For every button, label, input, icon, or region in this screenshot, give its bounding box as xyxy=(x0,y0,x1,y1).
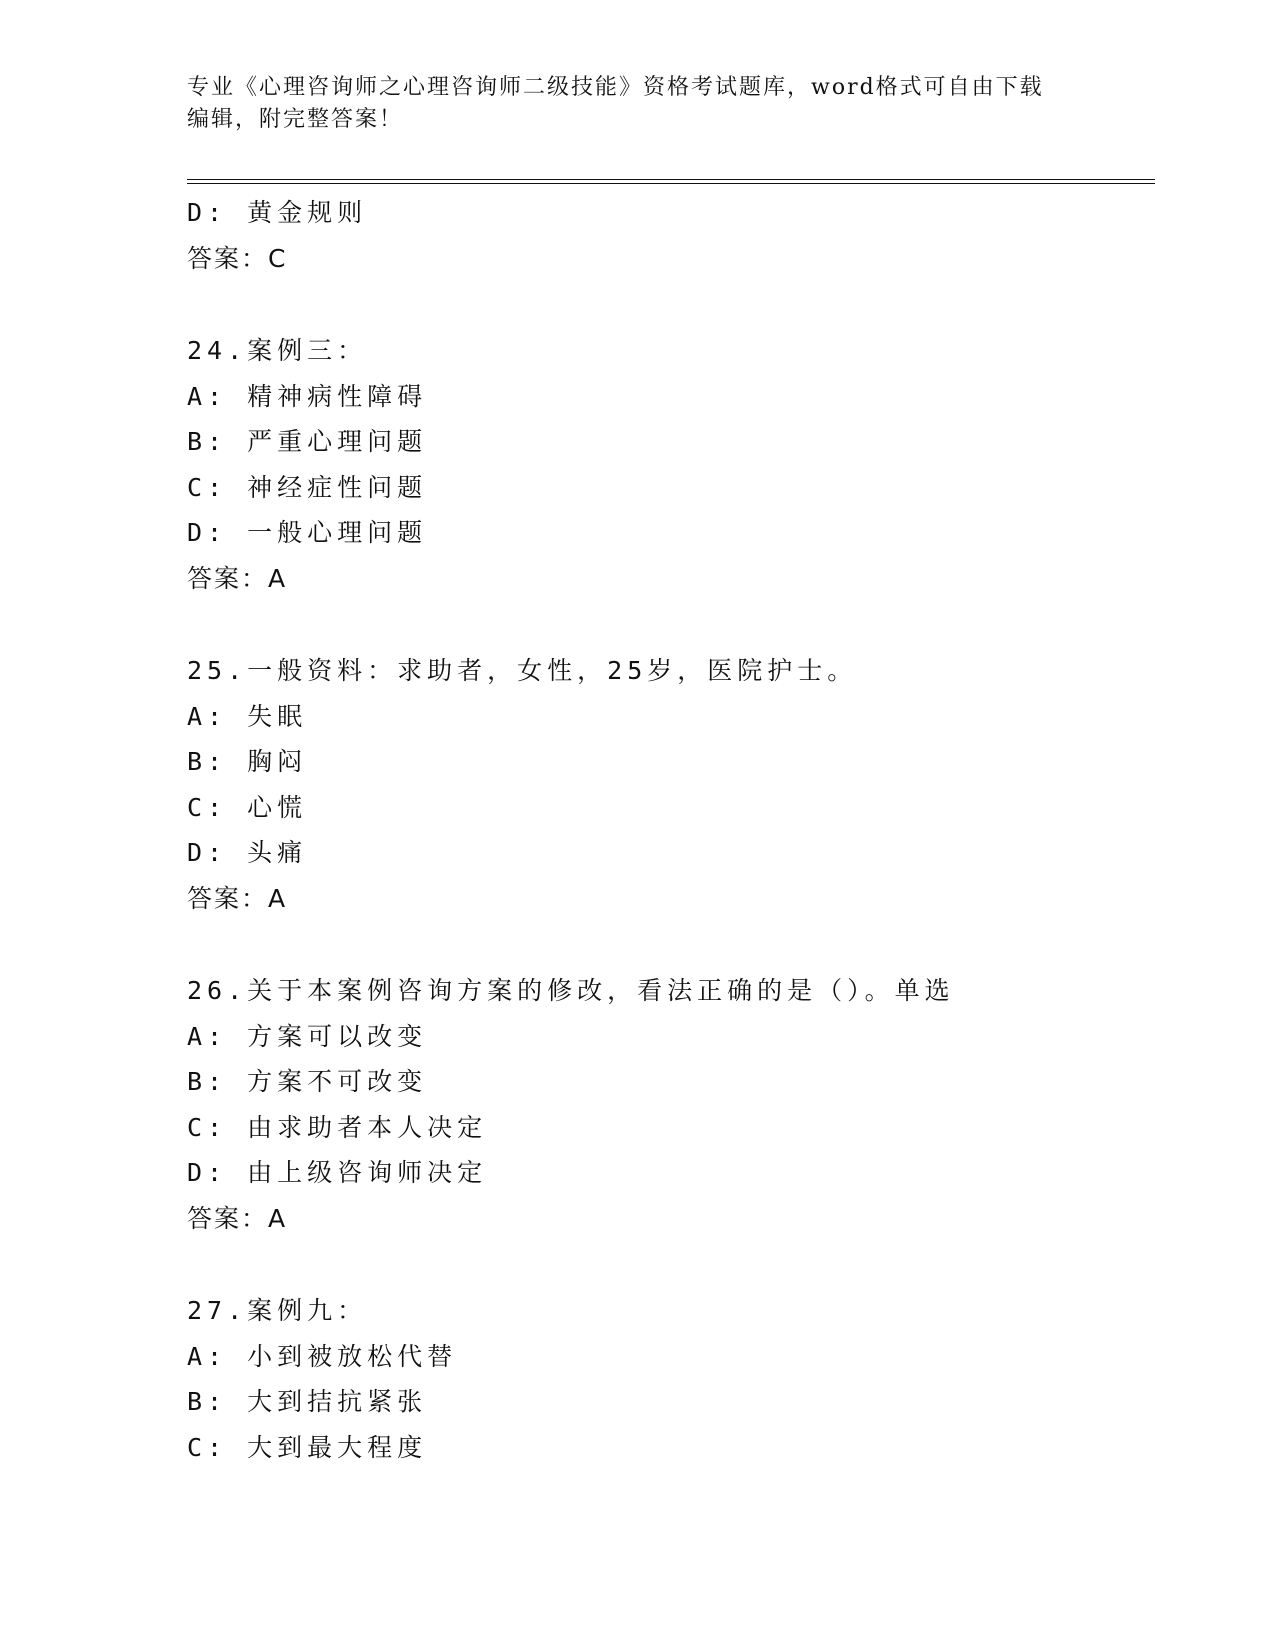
option-b: B: 方案不可改变 xyxy=(187,1067,428,1096)
header-rule-bottom xyxy=(187,183,1155,184)
header-rule-top xyxy=(187,179,1155,180)
answer-line: 答案：C xyxy=(187,243,288,273)
answer-line: 答案：A xyxy=(187,563,288,593)
option-c: C: 心慌 xyxy=(187,792,308,822)
answer-line: 答案：A xyxy=(187,883,288,913)
question-list xyxy=(187,190,1147,1470)
option-c: C: 大到最大程度 xyxy=(187,1432,428,1462)
question-stem: 24.案例三： xyxy=(187,336,368,365)
answer-line: 答案：A xyxy=(187,1203,288,1233)
option-b: B: 胸闷 xyxy=(187,747,308,776)
option-a: A: 失眠 xyxy=(187,701,308,731)
header-line-2: 编辑，附完整答案！ xyxy=(187,107,404,132)
option-d: D: 一般心理问题 xyxy=(187,518,428,547)
document-header xyxy=(187,72,1087,136)
option-b: B: 严重心理问题 xyxy=(187,427,428,456)
header-line-1: 专业《心理咨询师之心理咨询师二级技能》资格考试题库，word格式可自由下载 xyxy=(187,75,1044,100)
option-a: A: 方案可以改变 xyxy=(187,1021,428,1051)
option-c: C: 由求助者本人决定 xyxy=(187,1112,488,1142)
option-c: C: 神经症性问题 xyxy=(187,472,428,502)
question-stem: 27.案例九： xyxy=(187,1296,368,1325)
option-a: A: 精神病性障碍 xyxy=(187,381,428,411)
option-d: D: 由上级咨询师决定 xyxy=(187,1158,488,1187)
option-d: D: 黄金规则 xyxy=(187,198,368,227)
option-b: B: 大到拮抗紧张 xyxy=(187,1387,428,1416)
question-stem: 26.关于本案例咨询方案的修改，看法正确的是（）。单选 xyxy=(187,976,955,1005)
option-d: D: 头痛 xyxy=(187,838,308,867)
option-a: A: 小到被放松代替 xyxy=(187,1341,458,1371)
question-stem: 25.一般资料：求助者，女性，25岁，医院护士。 xyxy=(187,656,858,685)
